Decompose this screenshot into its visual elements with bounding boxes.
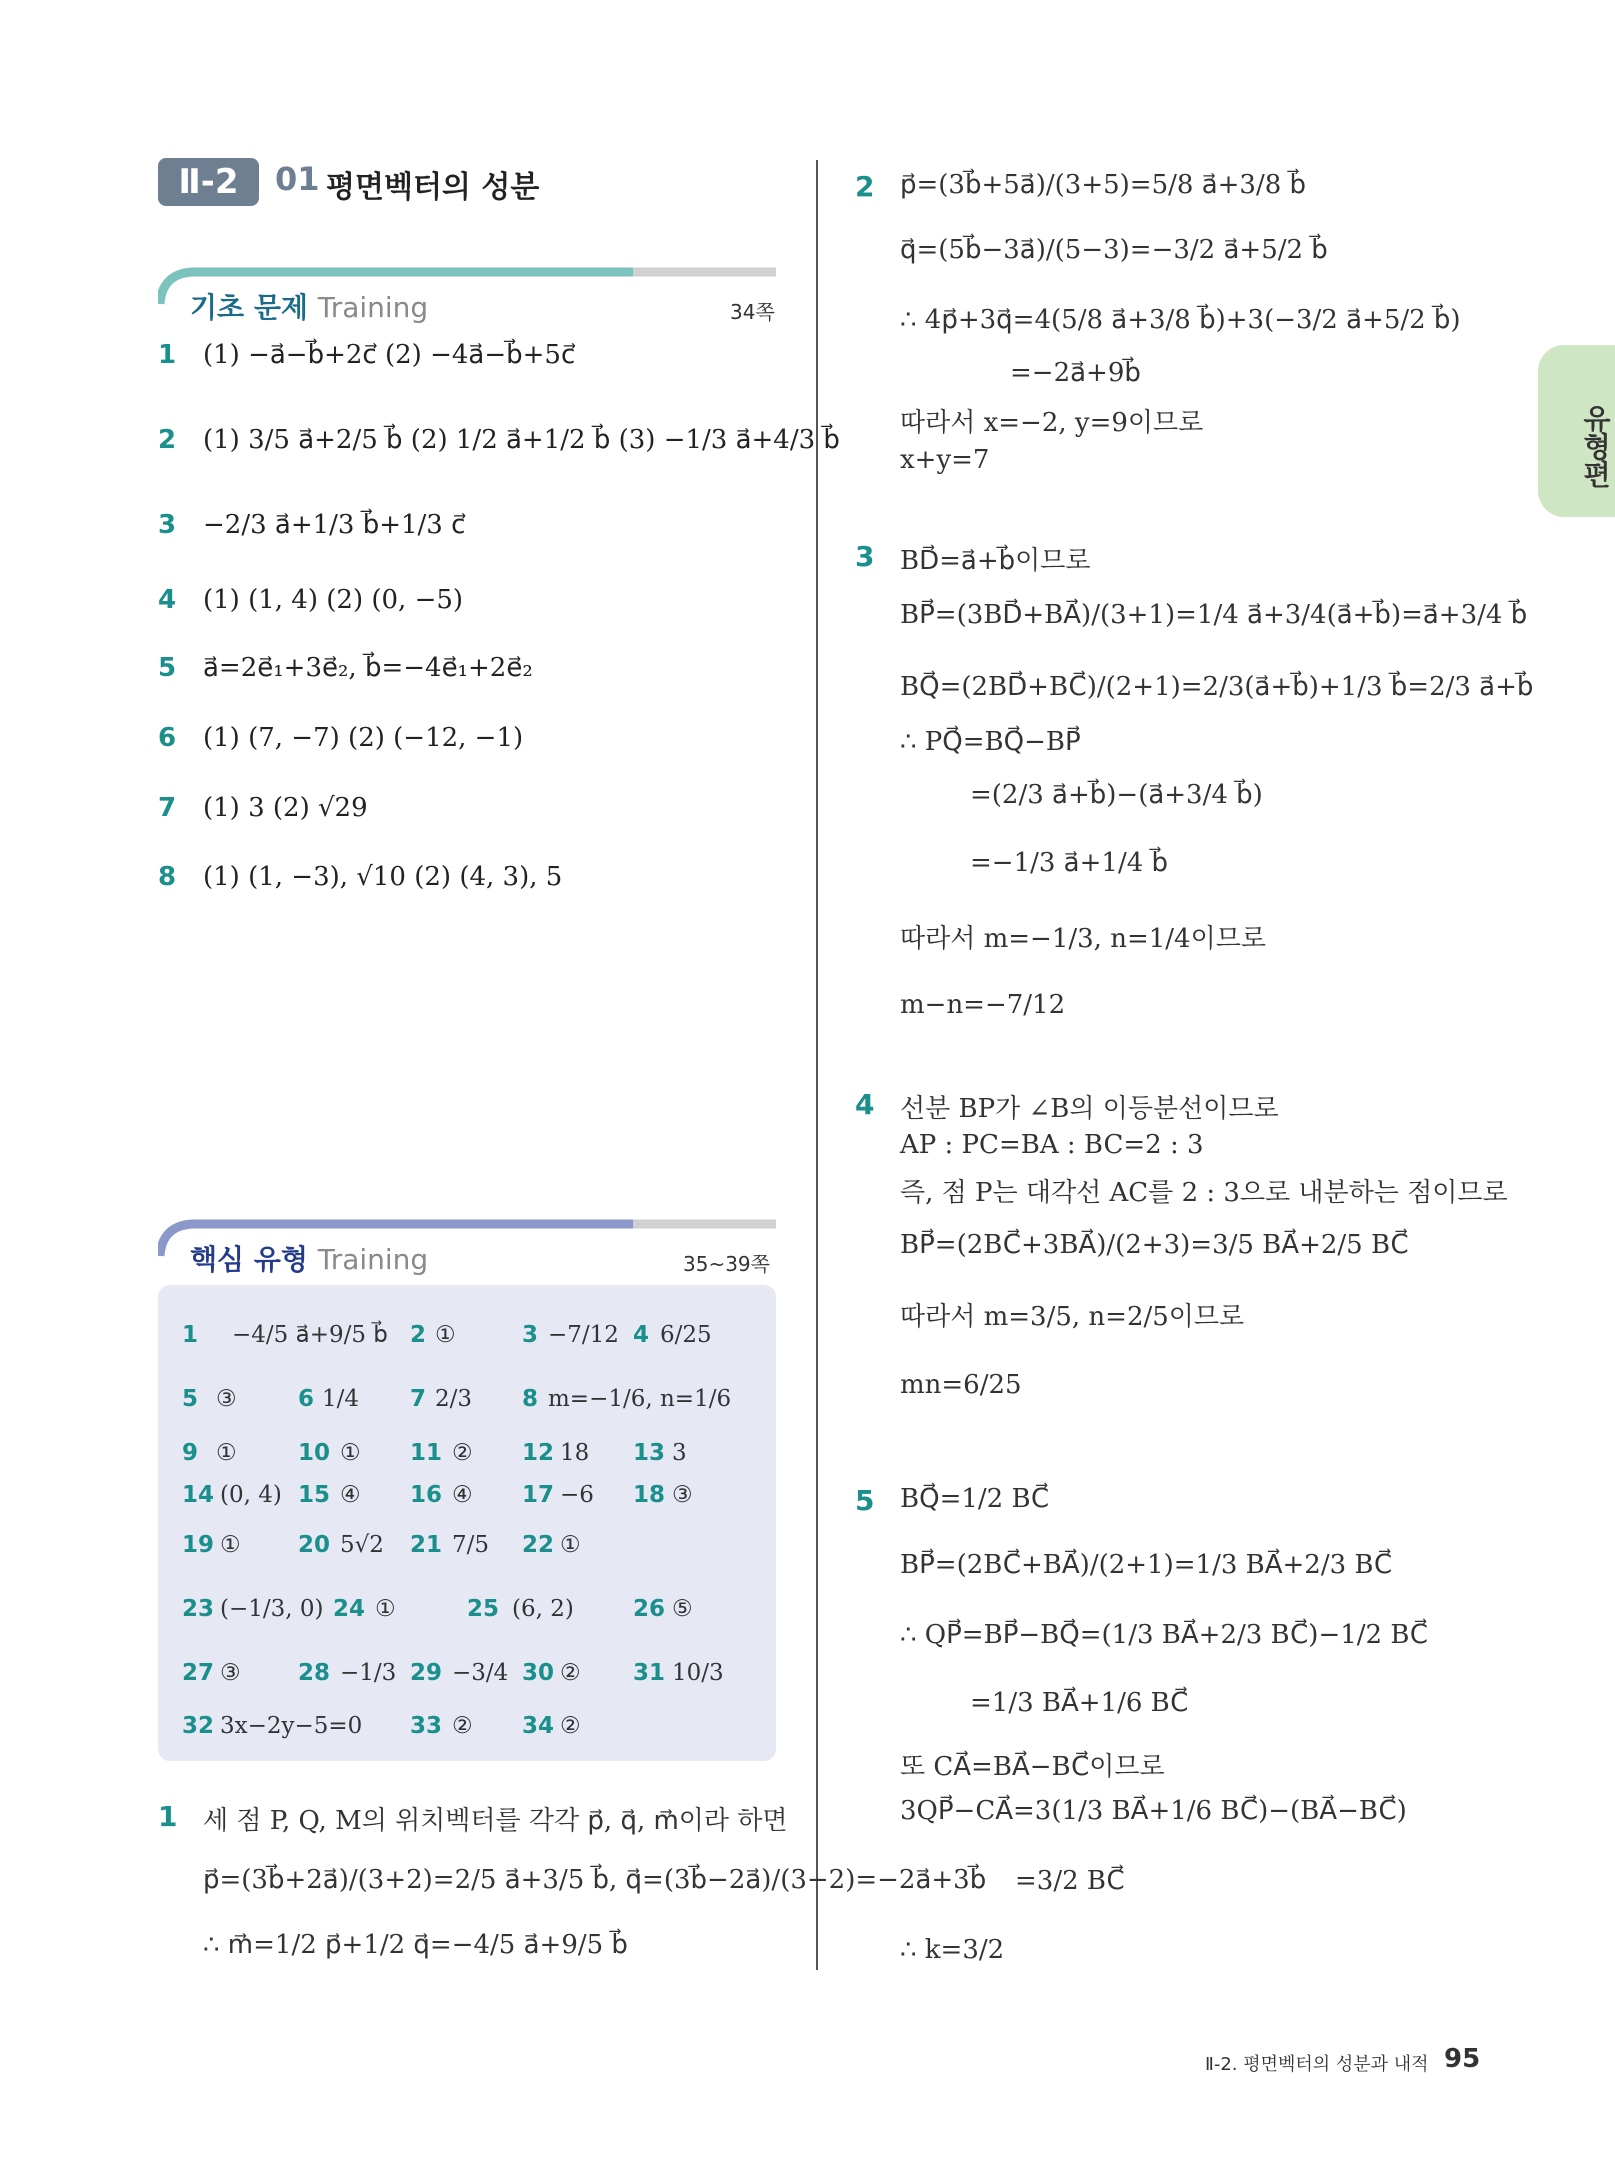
core-answer-number: 25 (467, 1596, 500, 1622)
core-answer-value: (−1/3, 0) (220, 1596, 324, 1622)
core-answer-value: 3 (672, 1440, 687, 1466)
core-answer-number: 32 (182, 1713, 215, 1739)
solution-number: 5 (855, 1484, 875, 1517)
core-answer-value: (0, 4) (220, 1482, 282, 1508)
core-section-title (190, 1238, 428, 1278)
core-answer-value: ① (560, 1532, 581, 1558)
core-answer-number: 9 (182, 1440, 199, 1466)
section-number: 01 (275, 160, 320, 198)
solution-line: 따라서 x=−2, y=9이므로 (900, 408, 1204, 438)
solution-line: BP⃗=(2BC⃗+BA⃗)/(2+1)=1/3 BA⃗+2/3 BC⃗ (900, 1550, 1393, 1580)
core-answer-value: −3/4 (452, 1660, 509, 1686)
solution-line: ∴ QP⃗=BP⃗−BQ⃗=(1/3 BA⃗+2/3 BC⃗)−1/2 BC⃗ (900, 1620, 1429, 1650)
solution-line: ∴ m⃗=1/2 p⃗+1/2 q⃗=−4/5 a⃗+9/5 b⃗ (203, 1930, 628, 1960)
solution-line: 선분 BP가 ∠B의 이등분선이므로 (900, 1094, 1279, 1124)
core-answer-value: ④ (452, 1482, 473, 1508)
basic-item-answer: (1) (7, −7) (2) (−12, −1) (203, 723, 524, 753)
basic-item-answer: (1) 3 (2) √29 (203, 793, 368, 823)
core-answer-value: ② (560, 1660, 581, 1686)
solution-number: 1 (158, 1800, 178, 1833)
core-answer-number: 14 (182, 1482, 215, 1508)
basic-item-answer: (1) 3/5 a⃗+2/5 b⃗ (2) 1/2 a⃗+1/2 b⃗ (3) −1/3 a⃗+4/3 b⃗ (203, 425, 840, 455)
core-answer-value: ③ (672, 1482, 693, 1508)
solution-line: m−n=−7/12 (900, 990, 1066, 1020)
solution-line: ∴ k=3/2 (900, 1935, 1005, 1965)
basic-item-number: 4 (158, 585, 177, 615)
core-answer-number: 33 (410, 1713, 443, 1739)
core-answer-number: 18 (633, 1482, 666, 1508)
core-answer-value: 7/5 (452, 1532, 490, 1558)
solution-line: x+y=7 (900, 445, 990, 475)
core-answer-value: 6/25 (660, 1322, 712, 1348)
solution-line: BD⃗=a⃗+b⃗이므로 (900, 546, 1091, 576)
basic-item-answer: (1) −a⃗−b⃗+2c⃗ (2) −4a⃗−b⃗+5c⃗ (203, 340, 576, 370)
core-answer-value: −1/3 (340, 1660, 397, 1686)
side-tab: 유형편 (1538, 345, 1615, 517)
basic-item-number: 8 (158, 862, 177, 892)
basic-item-number: 3 (158, 510, 177, 540)
core-answer-value: ① (435, 1322, 456, 1348)
core-answer-number: 21 (410, 1532, 443, 1558)
core-answer-number: 13 (633, 1440, 666, 1466)
core-answer-number: 12 (522, 1440, 555, 1466)
core-answer-number: 30 (522, 1660, 555, 1686)
core-answer-number: 5 (182, 1386, 199, 1412)
solution-number: 2 (855, 170, 875, 203)
solution-line: p⃗=(3b⃗+2a⃗)/(3+2)=2/5 a⃗+3/5 b⃗, q⃗=(3b⃗−2a⃗)/(3−2)=−2a⃗+3b⃗ (203, 1865, 987, 1895)
basic-item-number: 7 (158, 793, 177, 823)
core-answer-number: 11 (410, 1440, 443, 1466)
core-answer-value: ⑤ (672, 1596, 693, 1622)
solution-number: 3 (855, 540, 875, 573)
core-answer-value: ① (220, 1532, 241, 1558)
core-answer-value: −4/5 a⃗+9/5 b⃗ (232, 1322, 388, 1348)
solution-line: BQ⃗=(2BD⃗+BC⃗)/(2+1)=2/3(a⃗+b⃗)+1/3 b⃗=2/3 a⃗+b⃗ (900, 672, 1534, 702)
basic-item-number: 5 (158, 653, 177, 683)
core-answer-value: 10/3 (672, 1660, 724, 1686)
core-answer-number: 23 (182, 1596, 215, 1622)
core-page-ref: 35~39쪽 (683, 1252, 770, 1276)
solution-line: BQ⃗=1/2 BC⃗ (900, 1484, 1050, 1514)
core-answer-value: ③ (220, 1660, 241, 1686)
core-answer-number: 4 (633, 1322, 650, 1348)
core-answer-value: 2/3 (435, 1386, 473, 1412)
basic-title-main: 기초 문제 (190, 291, 308, 324)
chapter-badge: Ⅱ-2 (158, 158, 259, 206)
solution-line: mn=6/25 (900, 1370, 1022, 1400)
section-title: 평면벡터의 성분 (326, 170, 540, 205)
basic-item-answer: (1) (1, 4) (2) (0, −5) (203, 585, 464, 615)
core-answer-number: 26 (633, 1596, 666, 1622)
core-answer-number: 28 (298, 1660, 331, 1686)
core-answer-value: 18 (560, 1440, 590, 1466)
core-title-sub: Training (317, 1243, 429, 1276)
core-answer-value: 1/4 (322, 1386, 360, 1412)
solution-line: BP⃗=(2BC⃗+3BA⃗)/(2+3)=3/5 BA⃗+2/5 BC⃗ (900, 1230, 1409, 1260)
core-answer-value: −7/12 (548, 1322, 619, 1348)
solution-line: =3/2 BC⃗ (1015, 1866, 1125, 1896)
core-title-main: 핵심 유형 (190, 1243, 308, 1276)
core-answer-number: 24 (333, 1596, 366, 1622)
core-answer-number: 1 (182, 1322, 199, 1348)
solution-line: q⃗=(5b⃗−3a⃗)/(5−3)=−3/2 a⃗+5/2 b⃗ (900, 235, 1328, 265)
page-number: 95 (1444, 2044, 1481, 2074)
solution-line: =−2a⃗+9b⃗ (1010, 358, 1141, 388)
solution-line: ∴ 4p⃗+3q⃗=4(5/8 a⃗+3/8 b⃗)+3(−3/2 a⃗+5/2 b⃗) (900, 305, 1461, 335)
core-answer-value: ② (452, 1713, 473, 1739)
basic-item-number: 1 (158, 340, 177, 370)
basic-title-sub: Training (317, 291, 429, 324)
core-answer-value: 3x−2y−5=0 (220, 1713, 363, 1739)
core-answer-number: 2 (410, 1322, 427, 1348)
solution-line: 세 점 P, Q, M의 위치벡터를 각각 p⃗, q⃗, m⃗이라 하면 (203, 1806, 788, 1836)
solution-line: AP : PC=BA : BC=2 : 3 (900, 1130, 1204, 1160)
core-answer-grid (158, 1285, 776, 1761)
core-answer-number: 17 (522, 1482, 555, 1508)
solution-number: 4 (855, 1088, 875, 1121)
solution-line: BP⃗=(3BD⃗+BA⃗)/(3+1)=1/4 a⃗+3/4(a⃗+b⃗)=a⃗+3/4 b⃗ (900, 600, 1528, 630)
basic-item-number: 2 (158, 425, 177, 455)
core-answer-value: m=−1/6, n=1/6 (548, 1386, 732, 1412)
core-answer-value: −6 (560, 1482, 594, 1508)
footer-chapter: Ⅱ-2. 평면벡터의 성분과 내적 (1205, 2054, 1429, 2075)
core-answer-number: 20 (298, 1532, 331, 1558)
core-answer-value: (6, 2) (512, 1596, 574, 1622)
core-answer-number: 34 (522, 1713, 555, 1739)
basic-item-answer: −2/3 a⃗+1/3 b⃗+1/3 c⃗ (203, 510, 466, 540)
core-answer-number: 22 (522, 1532, 555, 1558)
basic-section-title (190, 286, 428, 326)
core-answer-number: 6 (298, 1386, 315, 1412)
solution-line: 또 CA⃗=BA⃗−BC⃗이므로 (900, 1752, 1165, 1782)
basic-page-ref: 34쪽 (730, 300, 775, 324)
core-answer-number: 29 (410, 1660, 443, 1686)
core-answer-number: 15 (298, 1482, 331, 1508)
solution-line: 즉, 점 P는 대각선 AC를 2 : 3으로 내분하는 점이므로 (900, 1178, 1508, 1208)
solution-line: 따라서 m=−1/3, n=1/4이므로 (900, 924, 1266, 954)
basic-item-answer: a⃗=2e⃗₁+3e⃗₂, b⃗=−4e⃗₁+2e⃗₂ (203, 653, 533, 683)
solution-line: ∴ PQ⃗=BQ⃗−BP⃗ (900, 727, 1081, 757)
core-answer-number: 31 (633, 1660, 666, 1686)
core-answer-value: 5√2 (340, 1532, 384, 1558)
core-answer-number: 3 (522, 1322, 539, 1348)
basic-item-answer: (1) (1, −3), √10 (2) (4, 3), 5 (203, 862, 563, 892)
core-answer-number: 10 (298, 1440, 331, 1466)
solution-line: 따라서 m=3/5, n=2/5이므로 (900, 1302, 1245, 1332)
solution-line: p⃗=(3b⃗+5a⃗)/(3+5)=5/8 a⃗+3/8 b⃗ (900, 170, 1307, 200)
core-answer-value: ① (216, 1440, 237, 1466)
core-answer-number: 8 (522, 1386, 539, 1412)
core-answer-value: ② (452, 1440, 473, 1466)
solution-line: =1/3 BA⃗+1/6 BC⃗ (970, 1688, 1189, 1718)
core-answer-number: 16 (410, 1482, 443, 1508)
core-answer-value: ① (375, 1596, 396, 1622)
solution-line: =(2/3 a⃗+b⃗)−(a⃗+3/4 b⃗) (970, 780, 1263, 810)
solution-line: =−1/3 a⃗+1/4 b⃗ (970, 848, 1169, 878)
core-answer-value: ④ (340, 1482, 361, 1508)
core-answer-number: 7 (410, 1386, 427, 1412)
core-answer-value: ③ (216, 1386, 237, 1412)
core-answer-value: ① (340, 1440, 361, 1466)
core-answer-value: ② (560, 1713, 581, 1739)
basic-item-number: 6 (158, 723, 177, 753)
core-answer-number: 27 (182, 1660, 215, 1686)
core-answer-number: 19 (182, 1532, 215, 1558)
solution-line: 3QP⃗−CA⃗=3(1/3 BA⃗+1/6 BC⃗)−(BA⃗−BC⃗) (900, 1796, 1407, 1826)
